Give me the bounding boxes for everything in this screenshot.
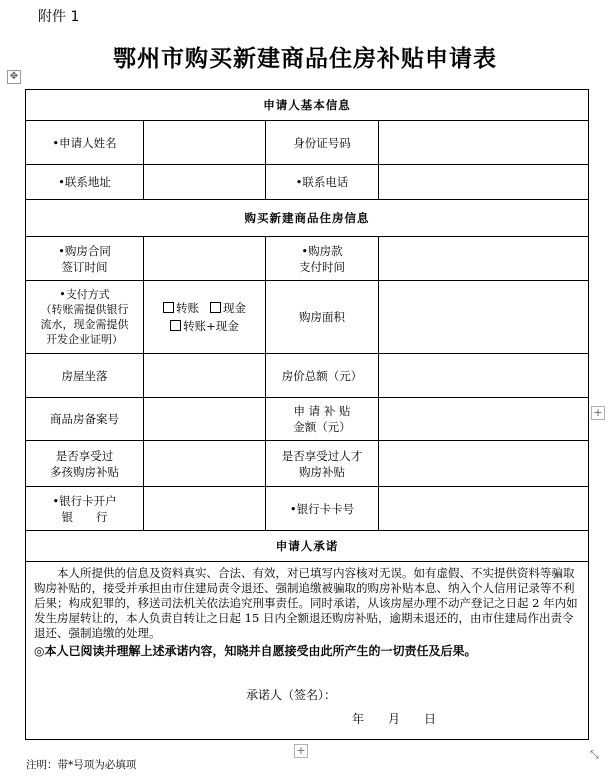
label-bank-line2: 银 行 (61, 509, 108, 524)
input-address[interactable] (144, 165, 266, 200)
checkbox-transfer[interactable] (163, 302, 174, 313)
input-subsidy-amount[interactable] (379, 398, 589, 441)
label-subsidy-line2: 金额（元） (293, 420, 351, 434)
label-card-number: •银行卡卡号 (266, 487, 379, 531)
input-filing-number[interactable] (144, 398, 266, 441)
signer-label: 承诺人（签名）： (246, 688, 337, 702)
label-subsidy-line1: 申 请 补 贴 (293, 404, 351, 418)
application-form-table (25, 89, 589, 740)
label-talent-subsidy (266, 441, 379, 487)
pledge-paragraph: 本人所提供的信息及资料真实、合法、有效，对已填写内容核对无误。如有虚假、不实提供资料等骗取购房补贴的，接受并承担由市住建局责令退还、强制追缴被骗取的购房补贴本息、纳入个人信用记录等不利后果；构成犯罪的，移送司法机关依法追究刑事责任。同时承诺，从该房屋办理不动产登记之日起 2 年内如发生房屋转让的，本人负责自转让之日起 15 日内全额退还购房补贴，逾期未退还的，由市住建局作出责令退还、强制追缴的处理。 (34, 566, 578, 640)
label-talent-line1: 是否享受过人才 (281, 448, 363, 463)
input-contract-date[interactable] (144, 237, 266, 281)
sign-date: 年 月 日 (352, 712, 437, 726)
attachment-label: 附件 1 (38, 9, 80, 25)
table-resize-icon[interactable]: ⤡ (590, 748, 599, 761)
label-contract-date (26, 237, 144, 281)
input-id-number[interactable] (379, 121, 589, 165)
footnote: 注明：带*号项为必填项 (26, 759, 137, 771)
label-payment-method-line1: •支付方式 (59, 288, 110, 301)
label-applicant-name: •申请人姓名 (26, 121, 144, 165)
input-bank[interactable] (144, 487, 266, 531)
page-title: 鄂州市购买新建商品住房补贴申请表 (113, 45, 497, 72)
input-card-number[interactable] (379, 487, 589, 531)
label-payment-method-line3: 流水，现金需提供 (40, 318, 129, 331)
section-purchase-info: 购买新建商品住房信息 (26, 200, 589, 237)
option-cash-label: 现金 (222, 301, 246, 315)
checkbox-cash[interactable] (210, 302, 221, 313)
label-phone: •联系电话 (266, 165, 379, 200)
label-house-location: 房屋坐落 (26, 354, 144, 398)
pledge-acknowledgement: ◎本人已阅读并理解上述承诺内容，知晓并自愿接受由此所产生的一切责任及后果。 (34, 644, 477, 658)
label-subsidy-amount (266, 398, 379, 441)
payment-method-options (144, 281, 266, 354)
label-contract-date-line1: •购房合同 (58, 243, 111, 258)
label-payment-date (266, 237, 379, 281)
label-bank (26, 487, 144, 531)
label-filing-number: 商品房备案号 (26, 398, 144, 441)
pledge-block (26, 562, 589, 740)
table-move-handle-icon[interactable]: ✥ (7, 70, 21, 84)
add-column-icon[interactable]: + (591, 406, 605, 420)
input-talent-subsidy[interactable] (379, 441, 589, 487)
input-multi-child-subsidy[interactable] (144, 441, 266, 487)
section-basic-info: 申请人基本信息 (26, 90, 589, 121)
label-id-number: 身份证号码 (266, 121, 379, 165)
input-total-price[interactable] (379, 354, 589, 398)
input-payment-date[interactable] (379, 237, 589, 281)
option-transfer-label: 转账 (176, 301, 200, 315)
label-multi-child-subsidy (26, 441, 144, 487)
input-phone[interactable] (379, 165, 589, 200)
label-multi-child-line1: 是否享受过 (55, 448, 114, 463)
label-talent-line2: 购房补贴 (299, 464, 345, 479)
label-contract-date-line2: 签订时间 (61, 259, 108, 274)
label-total-price: 房价总额（元） (266, 354, 379, 398)
label-payment-method-line2: （转账需提供银行 (40, 303, 129, 316)
label-payment-date-line1: •购房款 (301, 243, 343, 258)
label-payment-date-line2: 支付时间 (299, 259, 345, 274)
option-transfer-cash-label: 转账+现金 (183, 319, 239, 333)
label-payment-method (26, 281, 144, 354)
input-house-area[interactable] (379, 281, 589, 354)
add-row-icon[interactable]: + (294, 744, 308, 758)
label-multi-child-line2: 多孩购房补贴 (50, 464, 119, 479)
label-house-area: 购房面积 (266, 281, 379, 354)
input-house-location[interactable] (144, 354, 266, 398)
input-applicant-name[interactable] (144, 121, 266, 165)
label-payment-method-line4: 开发企业证明） (46, 333, 123, 346)
label-bank-line1: •银行卡开户 (52, 493, 117, 508)
section-pledge: 申请人承诺 (26, 531, 589, 562)
label-address: •联系地址 (26, 165, 144, 200)
checkbox-transfer-cash[interactable] (170, 320, 181, 331)
